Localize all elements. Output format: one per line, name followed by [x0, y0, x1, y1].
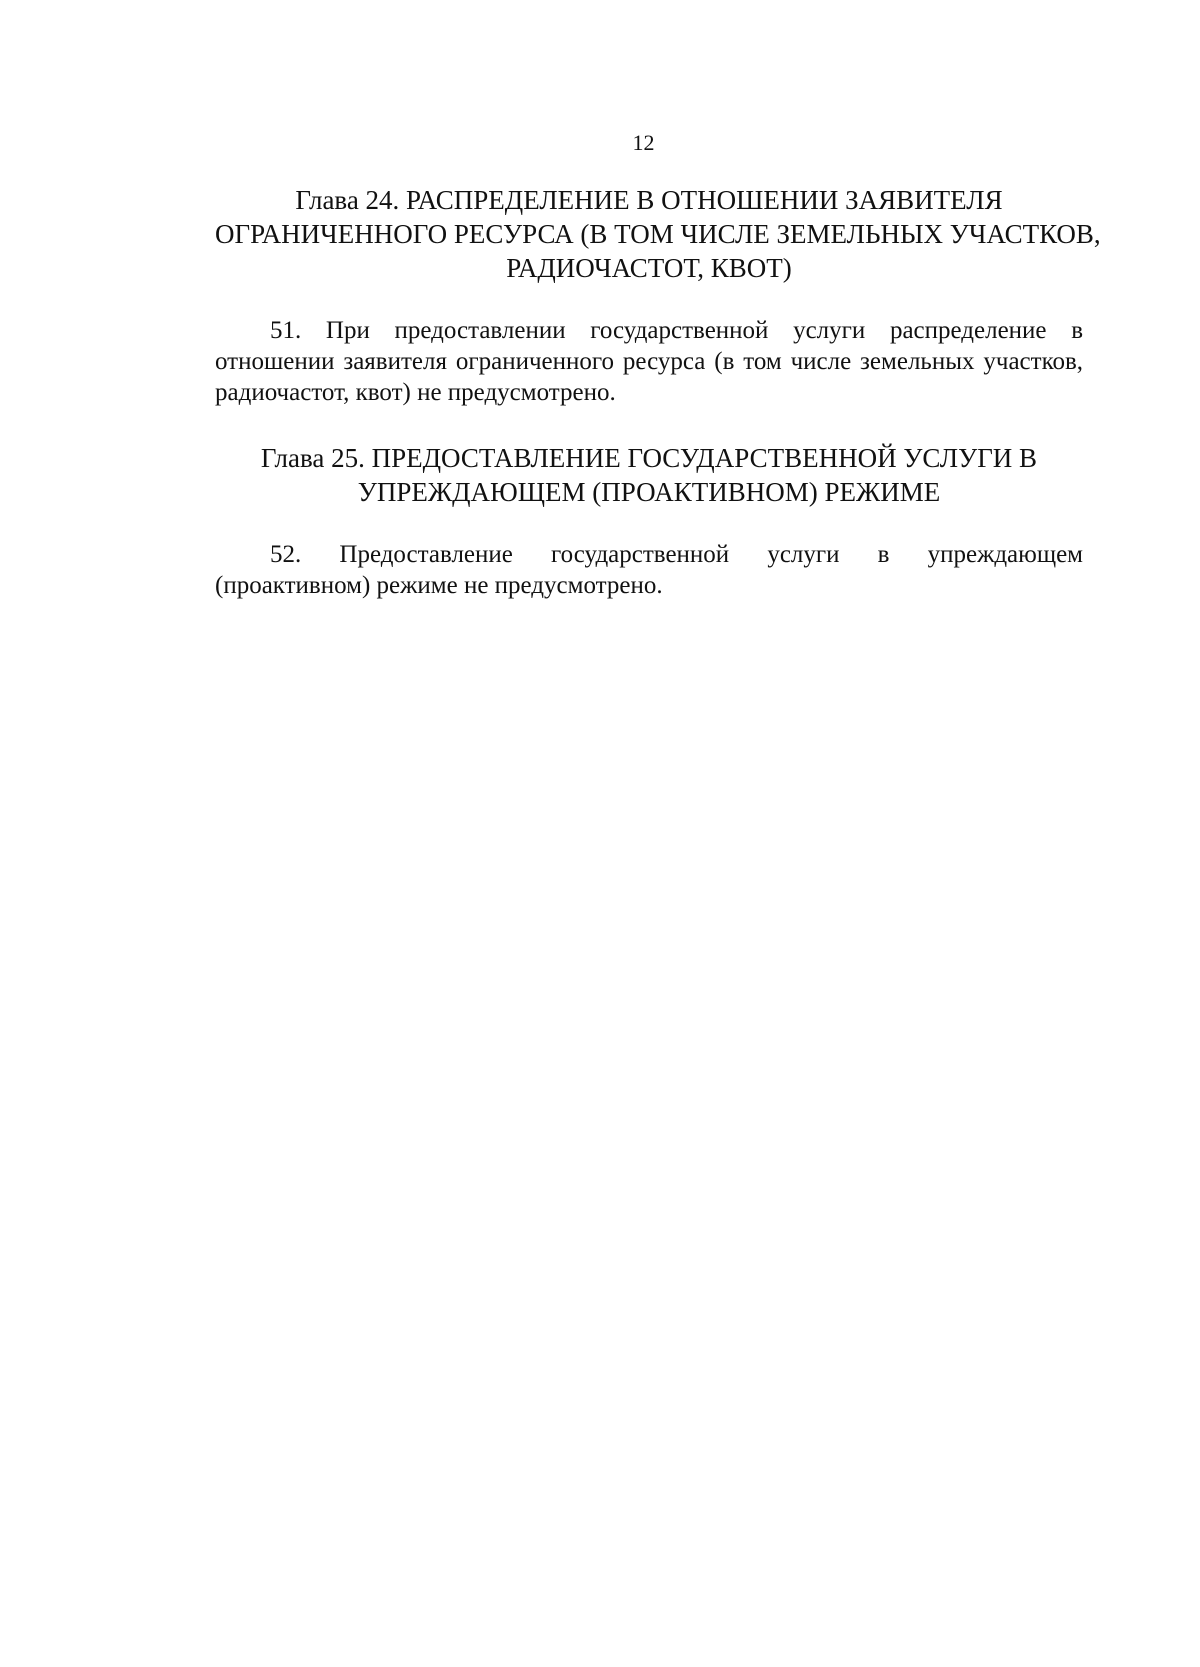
chapter-24-title-line-2: ОГРАНИЧЕННОГО РЕСУРСА (В ТОМ ЧИСЛЕ ЗЕМЕЛЬНЫХ УЧАСТКОВ,: [215, 219, 1101, 249]
chapter-25-title: [215, 441, 1083, 509]
chapter-25-title-line-1: Глава 25. ПРЕДОСТАВЛЕНИЕ ГОСУДАРСТВЕННОЙ УСЛУГИ В: [260, 443, 1038, 473]
chapter-24-title-line-3: РАДИОЧАСТОТ, КВОТ): [506, 253, 792, 283]
paragraph-52: 52. Предоставление государственной услуги в упреждающем (проактивном) режиме не предусмотрено.: [215, 541, 1083, 599]
document-content: [215, 183, 1101, 601]
paragraph-51: 51. При предоставлении государственной услуги распределение в отношении заявителя ограниченного ресурса (в том числе земельных участков, радиочастот, квот) не предусмотрено.: [215, 317, 1083, 406]
chapter-24-title: [215, 183, 1101, 285]
chapter-25-title-line-2: УПРЕЖДАЮЩЕМ (ПРОАКТИВНОМ) РЕЖИМЕ: [357, 477, 941, 507]
chapter-24-title-line-1: Глава 24. РАСПРЕДЕЛЕНИЕ В ОТНОШЕНИИ ЗАЯВИТЕЛЯ: [295, 185, 1003, 215]
page-number: 12: [632, 130, 655, 155]
